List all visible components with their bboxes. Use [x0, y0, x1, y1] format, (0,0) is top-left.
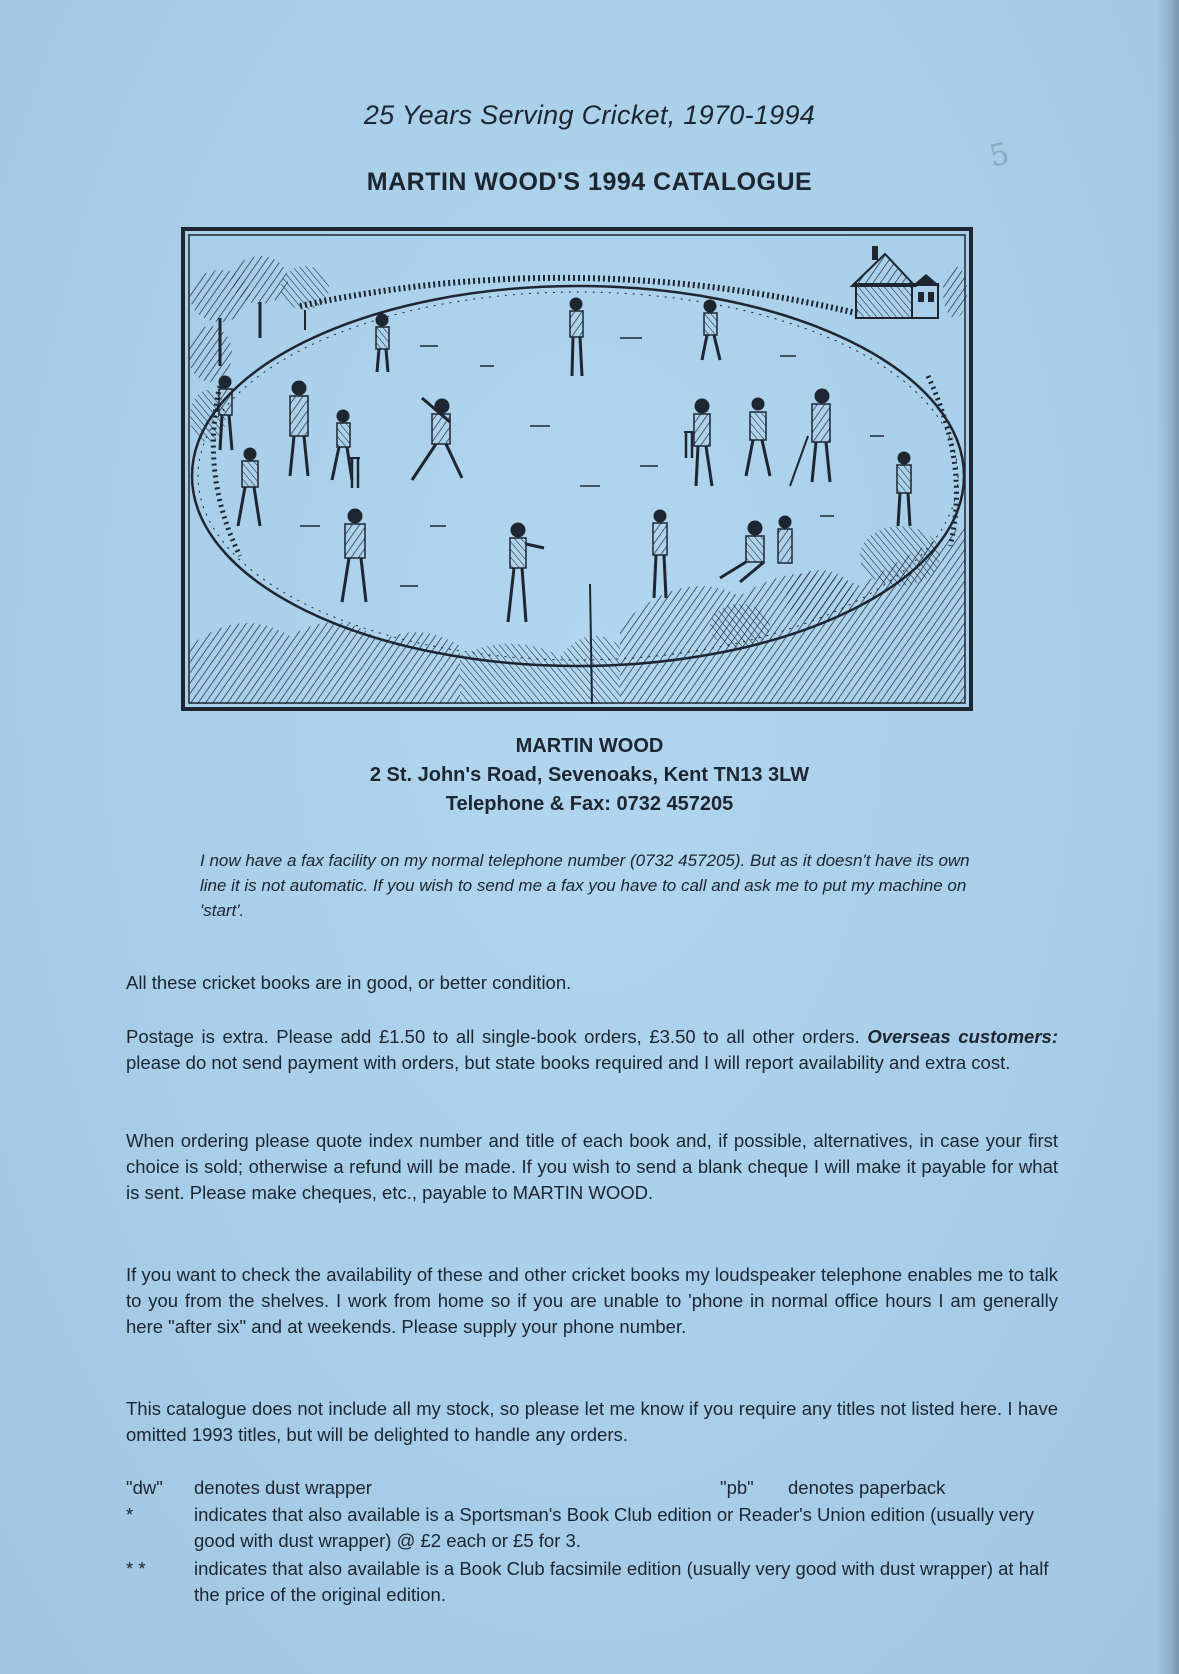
legend-double-star	[126, 1556, 1066, 1608]
catalogue-title: MARTIN WOOD'S 1994 CATALOGUE	[366, 168, 813, 196]
grass-strokes	[300, 338, 884, 586]
postage-text: Postage is extra. Please add £1.50 to all single-book orders, £3.50 to all other orders.	[126, 1026, 860, 1047]
seller-name: MARTIN WOOD	[515, 735, 664, 757]
seller-phone: Telephone & Fax: 0732 457205	[445, 793, 734, 815]
address-block	[0, 732, 1179, 819]
legend-double-star-key: * *	[126, 1558, 146, 1579]
condition-paragraph: All these cricket books are in good, or better condition.	[126, 972, 572, 993]
overseas-text: please do not send payment with orders, but state books required and I will report availability and extra cost.	[126, 1052, 1011, 1073]
postage-paragraph	[126, 1024, 1058, 1076]
ordering-paragraph: When ordering please quote index number and title of each book and, if possible, alternatives, in case your first choice is sold; otherwise a refund will be made. If you wish to send a blank cheque I will make it payable for what is sent. Please make cheques, etc., payable to MARTIN WOOD.	[126, 1130, 1058, 1203]
tagline: 25 Years Serving Cricket, 1970-1994	[363, 100, 816, 130]
legend-pb	[720, 1475, 945, 1501]
foreground-shrubs	[190, 526, 965, 704]
legend-dw-text: denotes dust wrapper	[194, 1477, 372, 1498]
legend-dw-key: "dw"	[126, 1477, 163, 1498]
farmhouse	[852, 246, 967, 318]
seller-street: 2 St. John's Road, Sevenoaks, Kent TN13 3LW	[369, 764, 810, 786]
legend-star	[126, 1502, 1066, 1554]
cricket-match-illustration	[180, 226, 974, 712]
stock-paragraph: This catalogue does not include all my stock, so please let me know if you require any titles not listed here. I have omitted 1993 titles, but will be delighted to handle any orders.	[126, 1398, 1058, 1445]
legend-star-key: *	[126, 1504, 134, 1525]
wickets	[350, 432, 694, 488]
legend-star-text: indicates that also available is a Sportsman's Book Club edition or Reader's Union edition (usually very good with dust wrapper) @ £2 each or £5 for 3.	[194, 1504, 1035, 1551]
pencil-page-mark: 5	[986, 136, 1013, 175]
legend-double-star-text: indicates that also available is a Book Club facsimile edition (usually very good with dust wrapper) at half the price of the original edition.	[194, 1558, 1049, 1605]
overseas-label: Overseas customers:	[867, 1026, 1058, 1047]
fax-note: I now have a fax facility on my normal telephone number (0732 457205). But as it doesn't have its own line it is not automatic. If you wish to send me a fax you have to call and ask me to put my machine on 'start'.	[200, 851, 970, 920]
page-edge-shadow	[1157, 0, 1179, 1674]
legend-dw-pb	[126, 1475, 1066, 1501]
legend-pb-key: "pb"	[720, 1477, 754, 1498]
legend-pb-text: denotes paperback	[788, 1477, 946, 1498]
availability-paragraph: If you want to check the availability of these and other cricket books my loudspeaker telephone enables me to talk to you from the shelves. I work from home so if you are unable to 'phone in normal office hours I am generally here "after six" and at weekends. Please supply your phone number.	[126, 1264, 1058, 1337]
